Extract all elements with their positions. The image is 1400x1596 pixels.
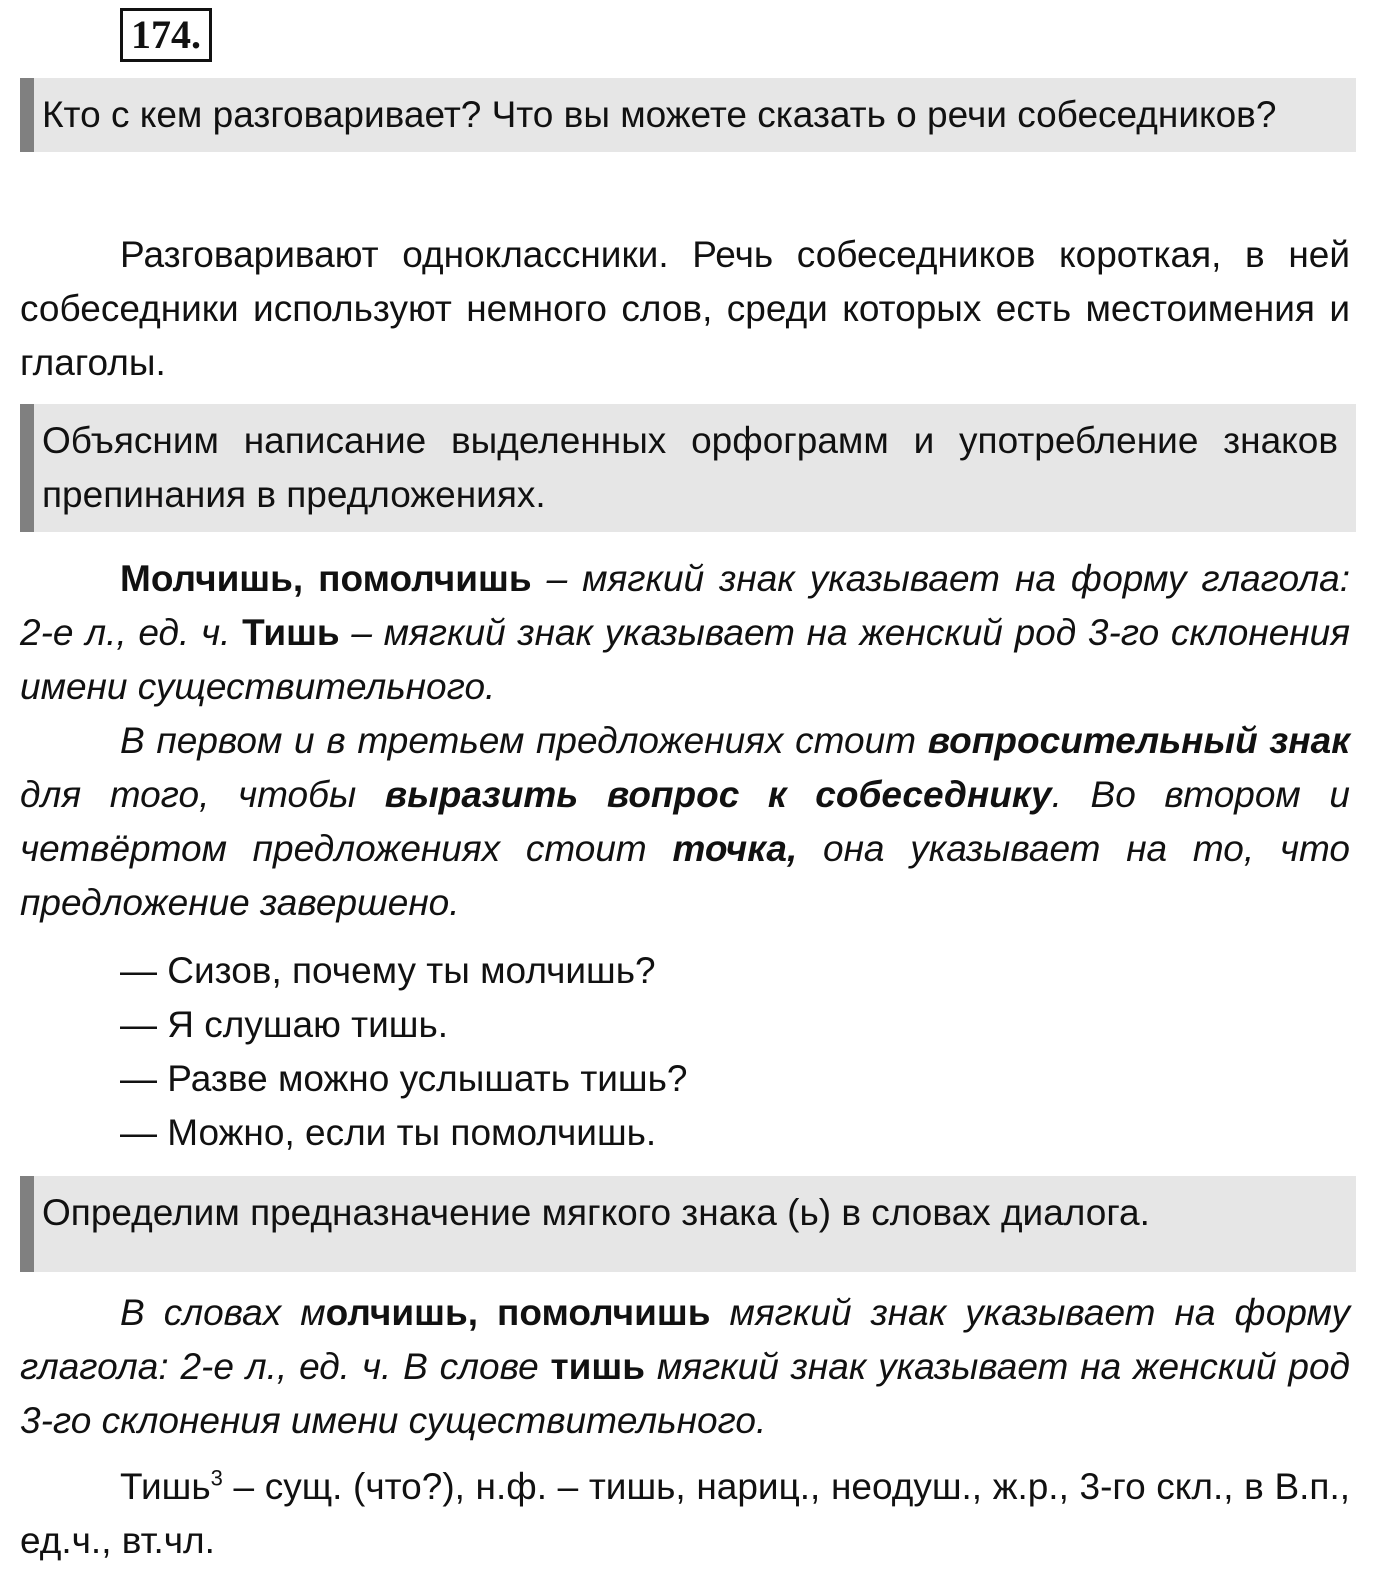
superscript-number: 3 <box>210 1465 223 1491</box>
task-question-1: Кто с кем разговаривает? Что вы можете сказать о речи собеседников? <box>20 78 1356 152</box>
answer-text: В первом и в третьем предложениях стоит <box>120 720 928 761</box>
answer-paragraph-1: Разговаривают одноклассники. Речь собеседников короткая, в ней собеседники используют немного слов, среди которых есть местоимения и глаголы. <box>20 234 1350 383</box>
task-question-2: Объясним написание выделенных орфограмм и употребление знаков препинания в предложениях. <box>20 404 1356 532</box>
bold-phrase: точка, <box>672 828 798 869</box>
bold-word: Тишь <box>242 612 340 653</box>
dialogue-line-3: — Разве можно услышать тишь? <box>120 1058 688 1099</box>
answer-text: мягкий знак указывает на женский род 3-го склонения имени существительного. <box>20 1346 1350 1441</box>
dialogue-line-1: — Сизов, почему ты молчишь? <box>120 950 656 991</box>
dialogue-line-4: — Можно, если ты помолчишь. <box>120 1112 657 1153</box>
task-question-3: Определим предназначение мягкого знака (ь) в словах диалога. <box>20 1176 1356 1272</box>
answer-text: – сущ. (что?), н.ф. – тишь, нариц., неодуш., ж.р., 3-го скл., в В.п., ед.ч., вт.чл. <box>20 1466 1350 1561</box>
answer-paragraph-4 <box>20 1286 1350 1448</box>
answer-text: для того, чтобы <box>20 774 385 815</box>
analysed-word: Тишь <box>120 1466 211 1507</box>
answer-text: . Во втором и четвёртом предложениях стоит <box>20 774 1350 869</box>
answer-paragraph-3 <box>20 714 1350 930</box>
bold-phrase: выразить вопрос к собеседнику <box>384 774 1052 815</box>
answer-text: – мягкий знак указывает на женский род 3-го склонения имени существительного. <box>20 612 1350 707</box>
dialogue-line-2: — Я слушаю тишь. <box>120 1004 449 1045</box>
answer-text: В словах м <box>120 1292 326 1333</box>
exercise-number: 174. <box>120 8 212 62</box>
answer-text: – мягкий знак указывает на форму глагола: 2-е л., ед. ч. <box>20 558 1351 653</box>
bold-phrase: вопросительный знак <box>927 720 1350 761</box>
answer-paragraph-5 <box>20 1460 1350 1568</box>
bold-words: олчишь, помолчишь <box>325 1292 711 1333</box>
bold-word: тишь <box>550 1346 645 1387</box>
answer-paragraph-2 <box>20 552 1350 714</box>
bold-words: Молчишь, помолчишь <box>120 558 532 599</box>
answer-text: она указывает на то, что предложение завершено. <box>20 828 1350 923</box>
answer-text: мягкий знак указывает на форму глагола: 2-е л., ед. ч. В слове <box>20 1292 1350 1387</box>
